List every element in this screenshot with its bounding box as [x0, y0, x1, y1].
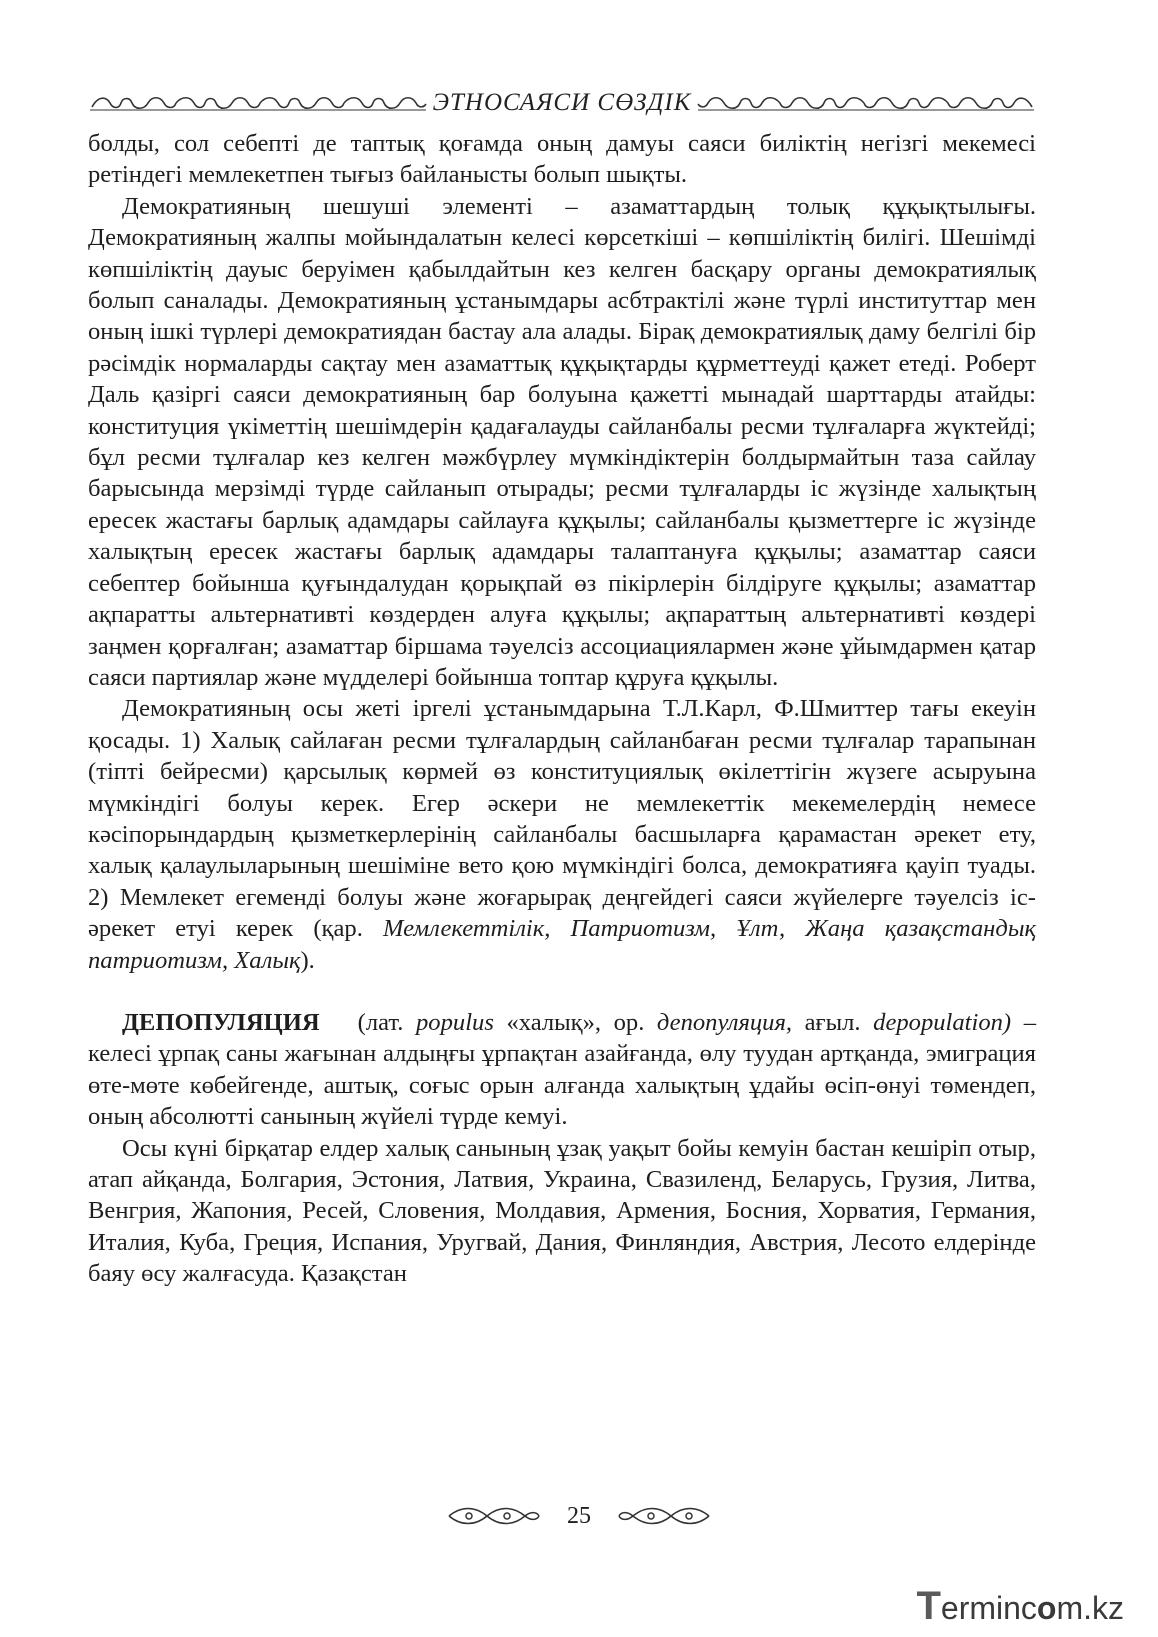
watermark-o: o — [1036, 1590, 1057, 1626]
entry-depopulation — [88, 1007, 1036, 1133]
site-watermark — [916, 1584, 1124, 1629]
etymology-en-word: depopulation) — [873, 1008, 1012, 1036]
paragraph-democracy-principles — [88, 693, 1036, 976]
running-header — [88, 86, 1036, 120]
ornament-band-right-icon — [696, 92, 1036, 114]
etymology-ru-word: депопуляция, — [656, 1008, 793, 1036]
etymology-lat-word: populus — [416, 1008, 494, 1036]
article-text — [88, 128, 1036, 1290]
etymology-lat-prefix: (лат. — [357, 1008, 404, 1036]
entry-separator — [88, 976, 1036, 1007]
paragraph-democracy-conditions: Демократияның шешуші элементі – азаматтардың толық құқықтылығы. Демократияның жалпы мойындалатын келесі көрсеткіші – көпшіліктің билігі. Шешімді көпшіліктің дауыс беруімен қабылдайтын кез келген басқару органы демократиялық болып саналады. Демократияның ұстанымдары асбтрактілі және түрлі институттар мен оның ішкі түрлері демократиядан бастау ала алады. Бірақ демократиялық даму белгілі бір рәсімдік нормаларды сақтау мен азаматтық құқықтарды құрметтеуді қажет етеді. Роберт Даль қазіргі саяси демократияның бар болуына қажетті мынадай шарттарды атайды: конституция үкіметтің шешімдерін қадағалауды сайланбалы ресми тұлғаларға жүктейді; бұл ресми тұлғалар кез келген мәжбүрлеу мүмкіндіктерін болдырмайтын таза сайлау барысында мерзімді түрде сайланып отырады; ресми тұлғаларды іс жүзінде халықтың ересек жастағы барлық адамдары сайлауға құқылы; сайланбалы қызметтерге іс жүзінде халықтың ересек жастағы барлық адамдары талаптануға құқылы; азаматтар саяси себептер бойынша қуғындалудан қорықпай өз пікірлерін білдіруге құқылы; азаматтар ақпаратты альтернативті көздерден алуға құқылы; ақпараттың альтернативті көздері заңмен қорғалған; азаматтар біршама тәуелсіз ассоциациялармен және ұйымдармен қатар саяси партиялар және мүдделері бойынша топтар құруға құқылы. — [88, 192, 1036, 691]
cross-references: Мемлекеттілік, Патриотизм, Ұлт, Жаңа қазақстандық патриотизм, Халық — [88, 915, 1036, 974]
etymology-en-prefix: ағыл. — [804, 1008, 861, 1036]
watermark-initial: T — [916, 1584, 941, 1628]
header-title: ЭТНОСАЯСИ СӨЗДІК — [432, 89, 692, 116]
page-number: 25 — [567, 1502, 591, 1529]
watermark-text-a: erminc — [940, 1590, 1037, 1626]
paragraph-continuation: болды, сол себепті де таптық қоғамда оның дамуы саяси биліктің негізгі мекемесі ретіндегі мемлекетпен тығыз байланысты болып шықты. — [88, 130, 1036, 189]
flourish-left-icon — [445, 1504, 541, 1528]
page-footer — [0, 1496, 1158, 1536]
ornament-band-left-icon — [88, 92, 428, 114]
flourish-right-icon — [617, 1504, 713, 1528]
principles-text: Демократияның осы жеті іргелі ұстанымдарына Т.Л.Карл, Ф.Шмиттер тағы екеуін қосады. 1) Халық сайлаған ресми тұлғалардың сайланбаған ресми тұлғалар тарапынан (тіпті бейресми) қарсылық көрмей өз конституциялық өкілеттігін жүзеге асыруына мүмкіндігі болуы керек. Егер әскери не мемлекеттік мекемелердің немесе кәсіпорындардың қызметкерлерінің сайланбалы басшыларға қарамастан әрекет ету, халық қалаулыларының шешіміне вето қою мүмкіндігі болса, демократияға қауіп туады. 2) Мемлекет егеменді болуы және жоғарырақ деңгейдегі саяси жүйелерге тәуелсіз іс-әрекет етуі керек (қар. — [88, 695, 1036, 943]
paragraph-countries: Осы күні бірқатар елдер халық санының ұзақ уақыт бойы кемуін бастан кешіріп отыр, атап айқанда, Болгария, Эстония, Латвия, Украина, Свазиленд, Беларусь, Грузия, Литва, Венгрия, Жапония, Ресей, Словения, Молдавия, Армения, Босния, Хорватия, Германия, Италия, Куба, Греция, Испания, Уругвай, Дания, Финляндия, Австрия, Лесото елдерінде баяу өсу жалғасуда. Қазақстан — [88, 1134, 1036, 1288]
etymology-mid: «халық», ор. — [506, 1008, 645, 1036]
entry-definition: – келесі ұрпақ саны жағынан алдыңғы ұрпақтан азайғанда, өлу туудан артқанда, эмиграция өте-мөте көбейгенде, аштық, соғыс орын алғанда халықтың ұдайы өсіп-өнуі төмендеп, оның абсолютті санының жүйелі түрде кемуі. — [88, 1008, 1036, 1131]
watermark-text-b: m.kz — [1056, 1590, 1124, 1626]
principles-end: ). — [300, 946, 315, 974]
entry-term: ДЕПОПУЛЯЦИЯ — [122, 1008, 320, 1036]
